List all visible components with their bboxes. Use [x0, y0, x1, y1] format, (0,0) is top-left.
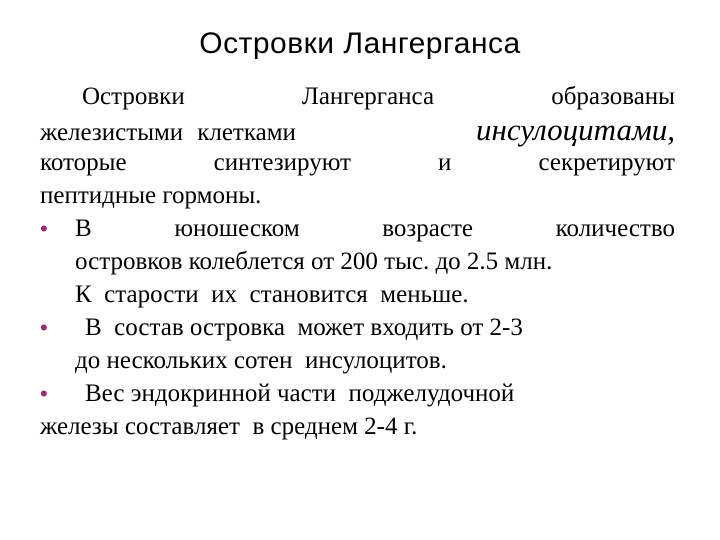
paragraph-line-2: [40, 113, 675, 146]
bullet-line: К старости их становится меньше.: [75, 281, 469, 308]
bullet-icon: •: [40, 315, 48, 340]
word: клетками: [197, 119, 296, 146]
bullet-line: островков колеблется от 200 тыс. до 2.5 млн.: [75, 248, 553, 275]
word: образованы: [551, 83, 675, 110]
bullet-item-1: [40, 212, 675, 245]
bullet-item-3: [40, 377, 675, 410]
paragraph-line-1: [40, 80, 675, 113]
word: и: [438, 149, 452, 176]
bullet-item-2: [40, 311, 675, 344]
word: Островки: [82, 83, 185, 110]
word: В: [75, 215, 92, 242]
slide-title: Островки Лангерганса: [199, 27, 521, 60]
word: Лангерганса: [301, 83, 435, 110]
bullet-line: железы составляет в среднем 2-4 г.: [40, 413, 418, 440]
bullet-icon: •: [40, 216, 48, 241]
bullet-icon: •: [40, 381, 48, 406]
word: секретируют: [538, 149, 675, 176]
bullet-line: [75, 212, 675, 245]
paragraph-line-3: [40, 146, 675, 179]
word: возрасте: [382, 215, 474, 242]
bullet-line: В состав островка может входить от 2-3: [85, 314, 523, 341]
word: которые: [40, 149, 127, 176]
bullet-line: до нескольких сотен инсулоцитов.: [75, 347, 447, 374]
slide-body: [40, 80, 675, 443]
bullet-line: Вес эндокринной части поджелудочной: [85, 380, 515, 407]
word: железистыми: [40, 119, 184, 146]
word: юношеском: [174, 215, 300, 242]
word: синтезируют: [213, 149, 351, 176]
word: количество: [555, 215, 675, 242]
paragraph-line-4: пептидные гормоны.: [40, 182, 262, 209]
emphasized-word: инсулоцитами,: [475, 112, 675, 147]
